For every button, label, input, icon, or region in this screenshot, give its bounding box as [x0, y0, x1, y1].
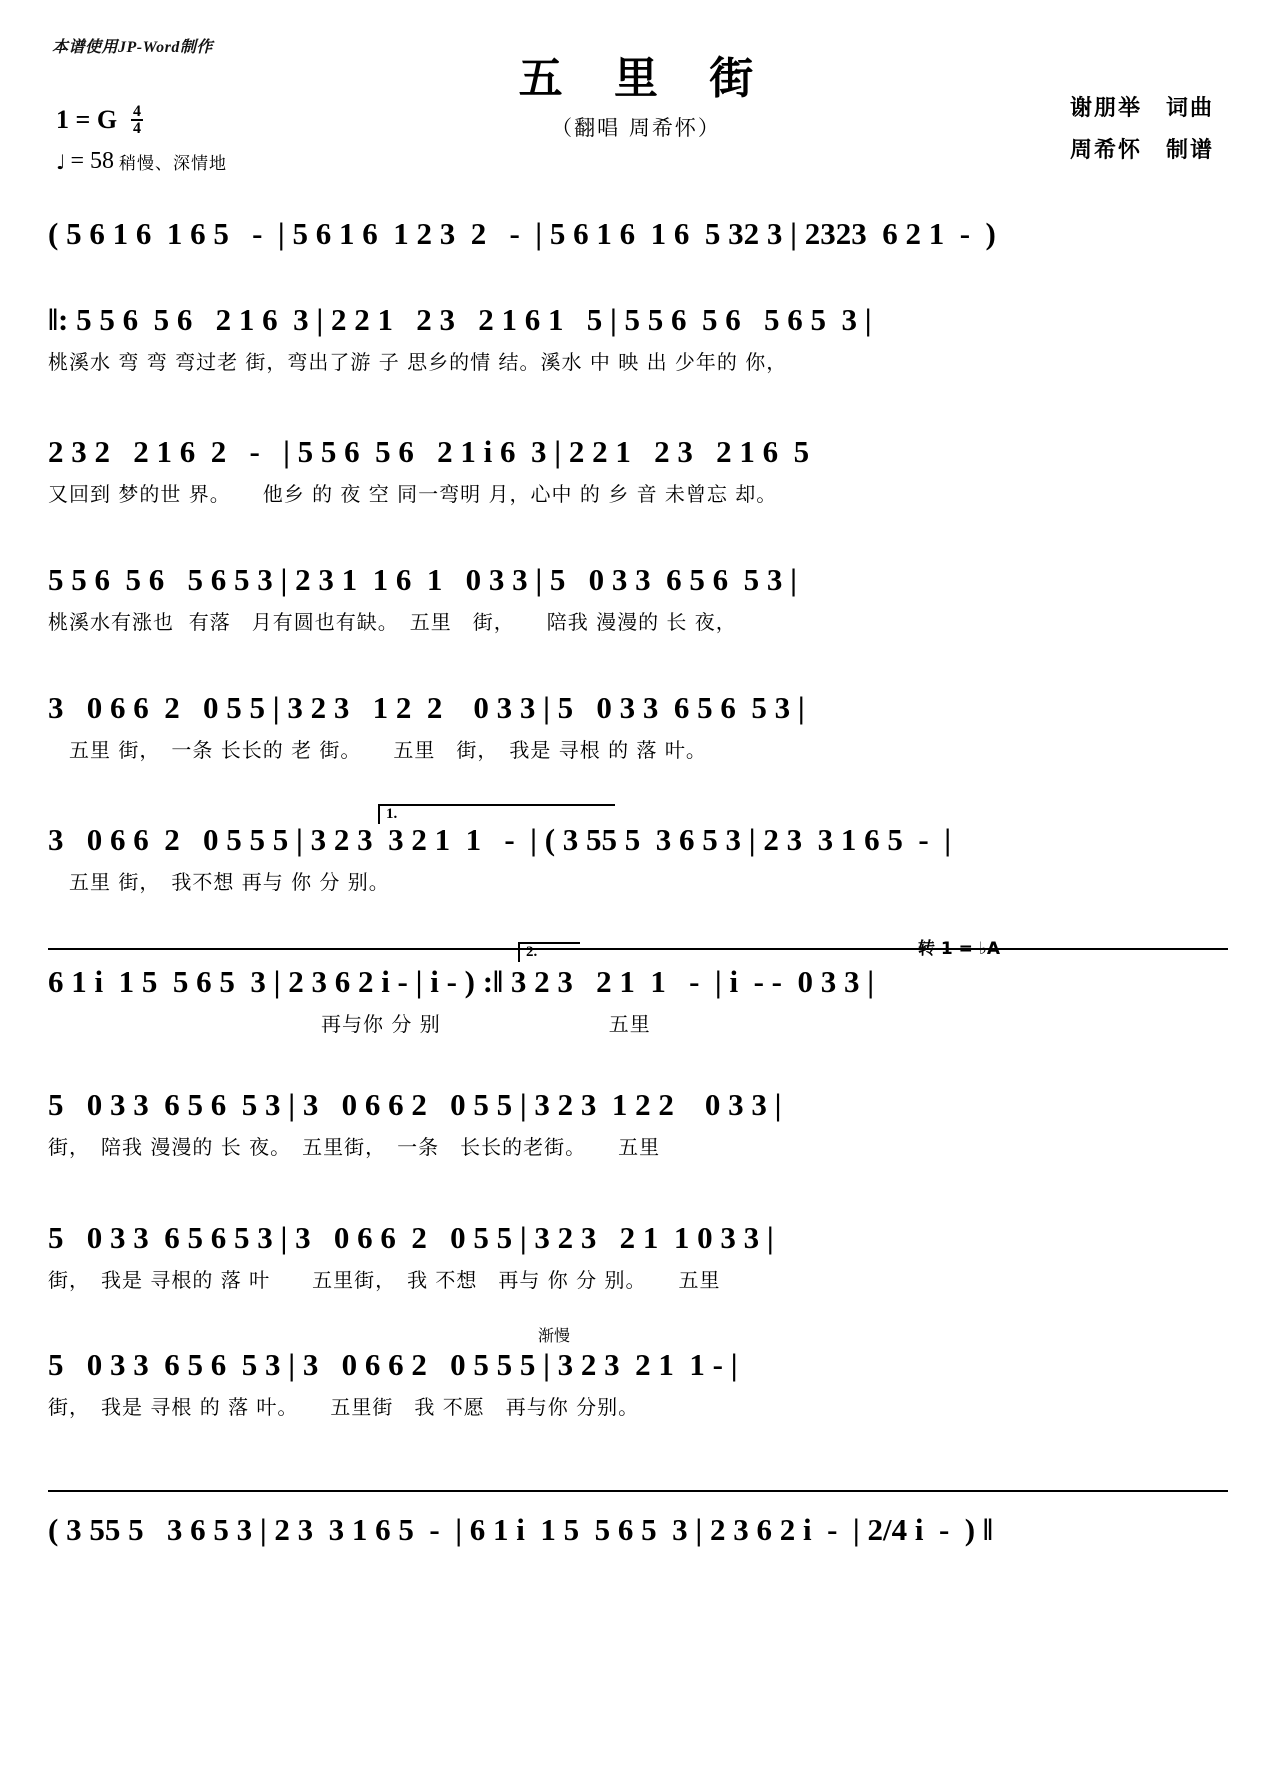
notes-row: 5 0 3 3 6 5 6 5 3 | 3 0 6 6 2 0 5 5 | 3 2 3 1 2 2 0 3 3 | [48, 1087, 782, 1122]
tempo-line [56, 148, 227, 175]
notes-row: ( 3 55 5 3 6 5 3 | 2 3 3 1 6 5 - | 6 1 i 1 5 5 6 5 3 | 2 3 6 2 i - | 2/4 i - ) ‖ [48, 1512, 993, 1547]
key-signature-line [56, 104, 227, 136]
lyrics-row: 五里 街， 一条 长长的 老 街。 五里 街， 我是 寻根 的 落 叶。 [48, 738, 707, 762]
lyrics-row: 再与你 分 别 五里 [48, 1012, 651, 1036]
system-interlude-line [48, 939, 1228, 1037]
first-ending-label: 1. [386, 806, 398, 822]
modulation-mark: 转 1 = ♭A [918, 939, 1001, 959]
notes-row: 2 3 2 2 1 6 2 - | 5 5 6 5 6 2 1 i 6 3 | 2 2 1 2 3 2 1 6 5 [48, 434, 810, 469]
system-coda-line-1 [48, 1085, 1228, 1160]
outro-divider [48, 1490, 1228, 1492]
tempo-value: = 58 [70, 148, 114, 174]
system-coda-line-2 [48, 1218, 1228, 1293]
notes-row: 3 0 6 6 2 0 5 5 | 3 2 3 1 2 2 0 3 3 | 5 0 3 3 6 5 6 5 3 | [48, 690, 805, 725]
lyrics-row: 街， 陪我 漫漫的 长 夜。 五里街， 一条 长长的老街。 五里 [48, 1135, 661, 1159]
credit-arranger: 周希怀 制谱 [1069, 138, 1214, 163]
watermark-text: 本谱使用JP-Word制作 [52, 39, 213, 56]
system-verse-line-3 [48, 560, 1228, 635]
first-ending-bracket [378, 804, 615, 824]
time-signature-numerator: 4 [133, 103, 142, 120]
system-outro [48, 1510, 1228, 1550]
quarter-note-icon: ♩ [56, 149, 66, 174]
system-chorus-line-1 [48, 688, 1228, 763]
lyrics-row: 街， 我是 寻根的 落 叶 五里街， 我 不想 再与 你 分 别。 五里 [48, 1268, 721, 1292]
system-chorus-line-2 [48, 806, 1228, 895]
system-verse-line-2 [48, 432, 1228, 507]
system-divider [48, 948, 1228, 950]
lyrics-row: 桃溪水 弯 弯 弯过老 街，弯出了游 子 思乡的情 结。溪水 中 映 出 少年的 你， [48, 350, 788, 374]
key-signature: 1 = G [56, 105, 118, 134]
time-signature [131, 104, 143, 136]
notes-row: ( 5 6 1 6 1 6 5 - | 5 6 1 6 1 2 3 2 - | 5 6 1 6 1 6 5 32 3 | 2323 6 2 1 - ) [48, 216, 996, 251]
notes-row: 6 1 i 1 5 5 6 5 3 | 2 3 6 2 i - | i - ) :‖ 3 2 3 2 1 1 - | i - - 0 3 3 | [48, 964, 875, 999]
expression-mark: 稍慢、深情地 [118, 154, 227, 174]
credits [1070, 88, 1214, 172]
notes-row: 5 0 3 3 6 5 6 5 3 | 3 0 6 6 2 0 5 5 5 | 3 2 3 2 1 1 - | [48, 1347, 738, 1382]
notes-row: ‖: 5 5 6 5 6 2 1 6 3 | 2 2 1 2 3 2 1 6 1 5 | 5 5 6 5 6 5 6 5 3 | [48, 302, 872, 337]
lyrics-row: 街， 我是 寻根 的 落 叶。 五里街 我 不愿 再与你 分别。 [48, 1395, 640, 1419]
rallentando-mark: 渐慢 [538, 1326, 571, 1345]
notes-row: 5 0 3 3 6 5 6 5 3 | 3 0 6 6 2 0 5 5 | 3 2 3 2 1 1 0 3 3 | [48, 1220, 774, 1255]
system-verse-line-1 [48, 300, 1228, 375]
page-subtitle: （翻唱 周希怀） [551, 116, 721, 140]
lyrics-row: 五里 街， 我不想 再与 你 分 别。 [48, 870, 390, 894]
credit-lyricist: 谢朋举 词曲 [1069, 96, 1214, 121]
key-tempo-block [56, 104, 227, 175]
page-title: 五 里 街 [518, 53, 772, 104]
lyrics-row: 又回到 梦的世 界。 他乡 的 夜 空 同一弯明 月，心中 的 乡 音 未曾忘 却。 [48, 482, 778, 506]
time-signature-denominator: 4 [133, 120, 142, 137]
lyrics-row: 桃溪水有涨也 有落 月有圆也有缺。 五里 街， 陪我 漫漫的 长 夜， [48, 610, 737, 634]
notes-row: 3 0 6 6 2 0 5 5 5 | 3 2 3 3 2 1 1 - | ( 3 55 5 3 6 5 3 | 2 3 3 1 6 5 - | [48, 822, 952, 857]
system-coda-line-3 [48, 1326, 1228, 1420]
second-ending-label: 2. [526, 944, 538, 960]
system-intro [48, 214, 1228, 254]
notes-row: 5 5 6 5 6 5 6 5 3 | 2 3 1 1 6 1 0 3 3 | 5 0 3 3 6 5 6 5 3 | [48, 562, 797, 597]
